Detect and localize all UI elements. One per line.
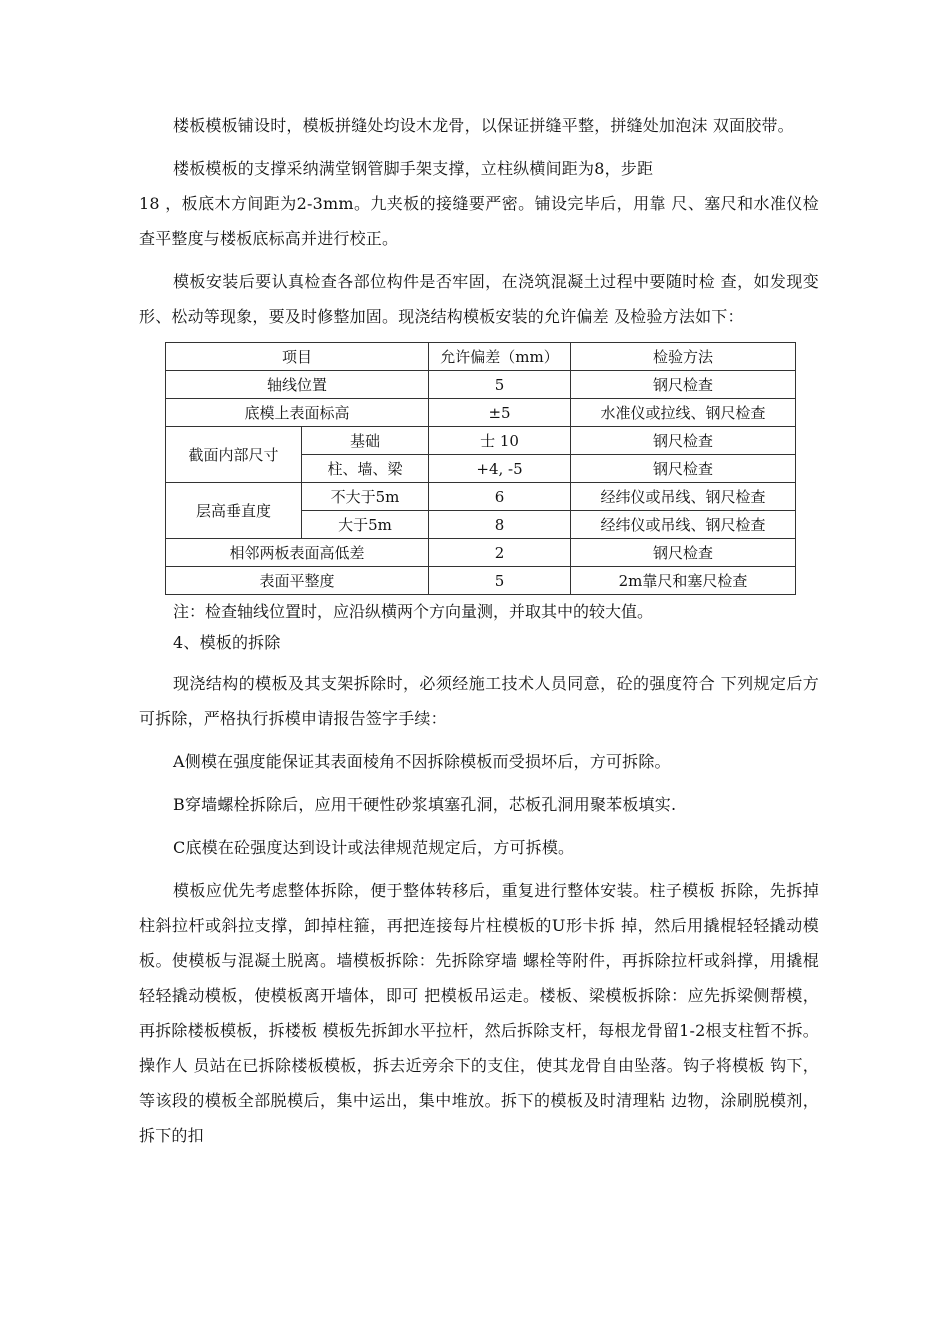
paragraph-rule-b: B穿墙螺栓拆除后，应用干硬性砂浆填塞孔洞，芯板孔洞用聚苯板填实. [173, 795, 677, 814]
cell-item: 相邻两板表面高低差 [166, 539, 429, 567]
table-row [166, 567, 796, 595]
cell-group: 层高垂直度 [166, 483, 302, 539]
paragraph-inspection: 模板安装后要认真检查各部位构件是否牢固，在浇筑混凝土过程中要随时检 查，如发现变形、松动等现象，要及时修整加固。现浇结构模板安装的允许偏差 及检验方法如下： [139, 272, 819, 326]
cell-method: 水准仪或拉线、钢尺检查 [571, 399, 796, 427]
paragraph-rule-c: C底模在砼强度达到设计或法律规范规定后，方可拆模。 [173, 838, 575, 857]
cell-tolerance: ±5 [429, 399, 571, 427]
paragraph-removal-procedure: 模板应优先考虑整体拆除，便于整体转移后，重复进行整体安装。柱子模板 拆除，先拆掉柱斜拉杆或斜拉支撑，卸掉柱箍，再把连接每片柱模板的U形卡拆 掉，然后用撬棍轻轻撬动模板。使模板与混凝土脱离。墙模板拆除：先拆除穿墙 螺栓等附件，再拆除拉杆或斜撑，用撬棍轻轻撬动模板，使模板离开墙体，即可 把模板吊运走。楼板、梁模板拆除：应先拆梁侧帮模，再拆除楼板模板，拆楼板 模板先拆卸水平拉杆，然后拆除支杆，每根龙骨留1-2根支柱暂不拆。操作人 员站在已拆除楼板模板，拆去近旁余下的支住，使其龙骨自由坠落。钩子将模板 钩下，等该段的模板全部脱模后，集中运出，集中堆放。拆下的模板及时清理粘 边物，涂刷脱模剂，拆下的扣 [139, 881, 819, 1145]
paragraph-removal-rules: 现浇结构的模板及其支架拆除时，必须经施工技术人员同意，砼的强度符合 下列规定后方可拆除，严格执行拆模申请报告签字手续： [139, 674, 819, 728]
cell-tolerance: 5 [429, 567, 571, 595]
table-row [166, 483, 796, 511]
table-row [166, 399, 796, 427]
table-row [166, 371, 796, 399]
cell-subitem: 不大于5m [302, 483, 429, 511]
cell-tolerance: +4, -5 [429, 455, 571, 483]
cell-tolerance: 5 [429, 371, 571, 399]
cell-subitem: 大于5m [302, 511, 429, 539]
paragraph-rule-a: A侧模在强度能保证其表面棱角不因拆除模板而受损坏后，方可拆除。 [173, 752, 671, 771]
table-header-row [166, 343, 796, 371]
cell-method: 经纬仪或吊线、钢尺检查 [571, 483, 796, 511]
cell-method: 钢尺检查 [571, 427, 796, 455]
paragraph-slab-formwork: 楼板模板铺设时，模板拼缝处均设木龙骨，以保证拼缝平整，拼缝处加泡沫 双面胶带。 [173, 116, 794, 135]
cell-tolerance: 2 [429, 539, 571, 567]
paragraph-support-spacing: 18 ，板底木方间距为2-3mm。九夹板的接缝要严密。铺设完毕后，用靠 尺、塞尺和水准仪检查平整度与楼板底标高并进行校正。 [139, 194, 819, 248]
cell-tolerance: 士 10 [429, 427, 571, 455]
table-row [166, 427, 796, 455]
cell-method: 钢尺检查 [571, 455, 796, 483]
header-tolerance: 允许偏差（mm） [429, 343, 571, 371]
tolerance-table [165, 342, 796, 595]
header-item: 项目 [166, 343, 429, 371]
cell-method: 钢尺检查 [571, 539, 796, 567]
cell-group: 截面内部尺寸 [166, 427, 302, 483]
table-row [166, 539, 796, 567]
section-heading: 4、模板的拆除 [173, 633, 281, 652]
cell-subitem: 基础 [302, 427, 429, 455]
table-note: 注：检查轴线位置时，应沿纵横两个方向量测，并取其中的较大值。 [173, 602, 654, 621]
cell-item: 轴线位置 [166, 371, 429, 399]
cell-item: 表面平整度 [166, 567, 429, 595]
document-body [139, 108, 819, 1161]
paragraph-support-scaffold: 楼板模板的支撑采纳满堂钢管脚手架支撑，立柱纵横间距为8，步距 [173, 159, 654, 178]
cell-tolerance: 6 [429, 483, 571, 511]
cell-tolerance: 8 [429, 511, 571, 539]
cell-method: 钢尺检查 [571, 371, 796, 399]
header-method: 检验方法 [571, 343, 796, 371]
cell-method: 经纬仪或吊线、钢尺检查 [571, 511, 796, 539]
cell-method: 2m靠尺和塞尺检查 [571, 567, 796, 595]
cell-subitem: 柱、墙、梁 [302, 455, 429, 483]
cell-item: 底模上表面标高 [166, 399, 429, 427]
